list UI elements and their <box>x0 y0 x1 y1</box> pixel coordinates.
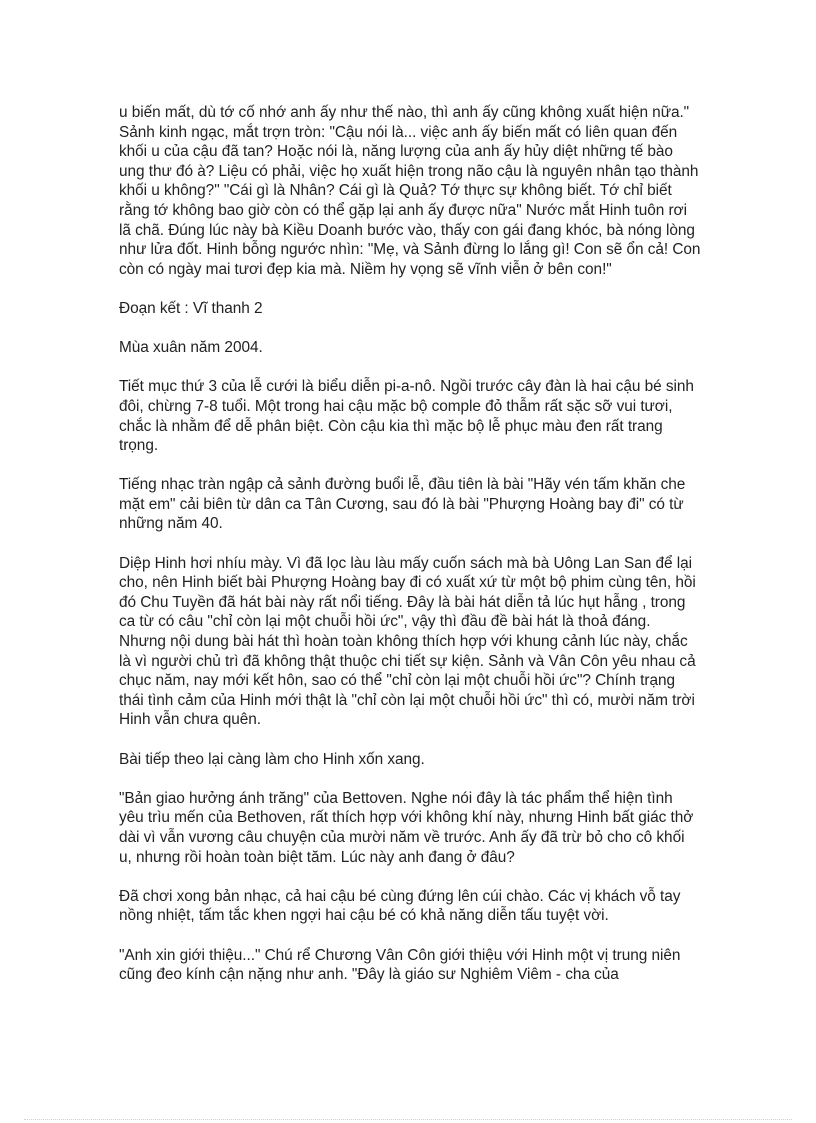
paragraph-7: Bài tiếp theo lại càng làm cho Hinh xốn xang. <box>119 750 425 768</box>
paragraph-9: Đã chơi xong bản nhạc, cả hai cậu bé cùng đứng lên cúi chào. Các vị khách vỗ tay nồng nhiệt, tấm tắc khen ngợi hai cậu bé có khả năng diễn tấu tuyệt vời. <box>119 887 681 925</box>
paragraph-5: Tiếng nhạc tràn ngập cả sảnh đường buổi lễ, đầu tiên là bài "Hãy vén tấm khăn che mặt em" cải biên từ dân ca Tân Cương, sau đó là bài "Phượng Hoàng bay đi" có từ những năm 40. <box>119 476 686 533</box>
paragraph-8: "Bản giao hưởng ánh trăng" của Bettoven. Nghe nói đây là tác phẩm thể hiện tình yêu trìu mến của Bethoven, rất thích hợp với không khí này, nhưng Hinh bất giác thở dài vì vẫn vương câu chuyện của mười năm về trước. Anh ấy đã trừ bỏ cho cô khối u, nhưng rồi hoàn toàn biệt tăm. Lúc này anh đang ở đâu? <box>119 789 694 866</box>
paragraph-4: Tiết mục thứ 3 của lễ cưới là biểu diễn pi-a-nô. Ngồi trước cây đàn là hai cậu bé sinh đôi, chừng 7-8 tuổi. Một trong hai cậu mặc bộ comple đỏ thẫm rất sặc sỡ vui tươi, chắc là nhằm để dễ phân biệt. Còn cậu kia thì mặc bộ lễ phục màu đen rất trang trọng. <box>119 378 694 455</box>
paragraph-6: Diệp Hinh hơi nhíu mày. Vì đã lọc làu làu mấy cuốn sách mà bà Uông Lan San để lại cho, nên Hinh biết bài Phượng Hoàng bay đi có xuất xứ từ một bộ phim cùng tên, hồi đó Chu Tuyền đã hát bài này rất nổi tiếng. Đây là bài hát diễn tả lúc hụt hẫng , trong ca từ có câu "chỉ còn lại một chuỗi hồi ức", vậy thì đầu đề bài hát là thoả đáng. Nhưng nội dung bài hát thì hoàn toàn không thích hợp với khung cảnh lúc này, chắc là vì người chủ trì đã không thật thuộc chi tiết sự kiện. Sảnh và Vân Côn yêu nhau cả chục năm, nay mới kết hôn, sao có thể "chỉ còn lại một chuỗi hồi ức"? Chính trạng thái tình cảm của Hinh mới thật là "chỉ còn lại một chuỗi hồi ức" thì có, mười năm trời Hinh vẫn chưa quên. <box>119 554 696 729</box>
document-body <box>119 103 701 1004</box>
date-line: Mùa xuân năm 2004. <box>119 339 263 357</box>
section-heading: Đoạn kết : Vĩ thanh 2 <box>119 299 263 317</box>
page-bottom-divider <box>24 1119 792 1120</box>
paragraph-10: "Anh xin giới thiệu..." Chú rể Chương Vân Côn giới thiệu với Hinh một vị trung niên cũng đeo kính cận nặng như anh. "Đây là giáo sư Nghiêm Viêm - cha của <box>119 946 681 984</box>
paragraph-1: u biến mất, dù tớ cố nhớ anh ấy như thế nào, thì anh ấy cũng không xuất hiện nữa." Sảnh kinh ngạc, mắt trợn tròn: "Cậu nói là... việc anh ấy biến mất có liên quan đến khối u của cậu đã tan? Hoặc nói là, năng lượng của anh ấy hủy diệt những tế bào ung thư đó à? Liệu có phải, việc họ xuất hiện trong não cậu là nguyên nhân tạo thành khối u không?" "Cái gì là Nhân? Cái gì là Quả? Tớ thực sự không biết. Tớ chỉ biết rằng tớ không bao giờ còn có thể gặp lại anh ấy được nữa" Nước mắt Hinh tuôn rơi lã chã. Đúng lúc này bà Kiều Doanh bước vào, thấy con gái đang khóc, bà nóng lòng như lửa đốt. Hinh bỗng ngước nhìn: "Mẹ, và Sảnh đừng lo lắng gì! Con sẽ ổn cả! Con còn có ngày mai tươi đẹp kia mà. Niềm hy vọng sẽ vĩnh viễn ở bên con!" <box>119 104 701 278</box>
